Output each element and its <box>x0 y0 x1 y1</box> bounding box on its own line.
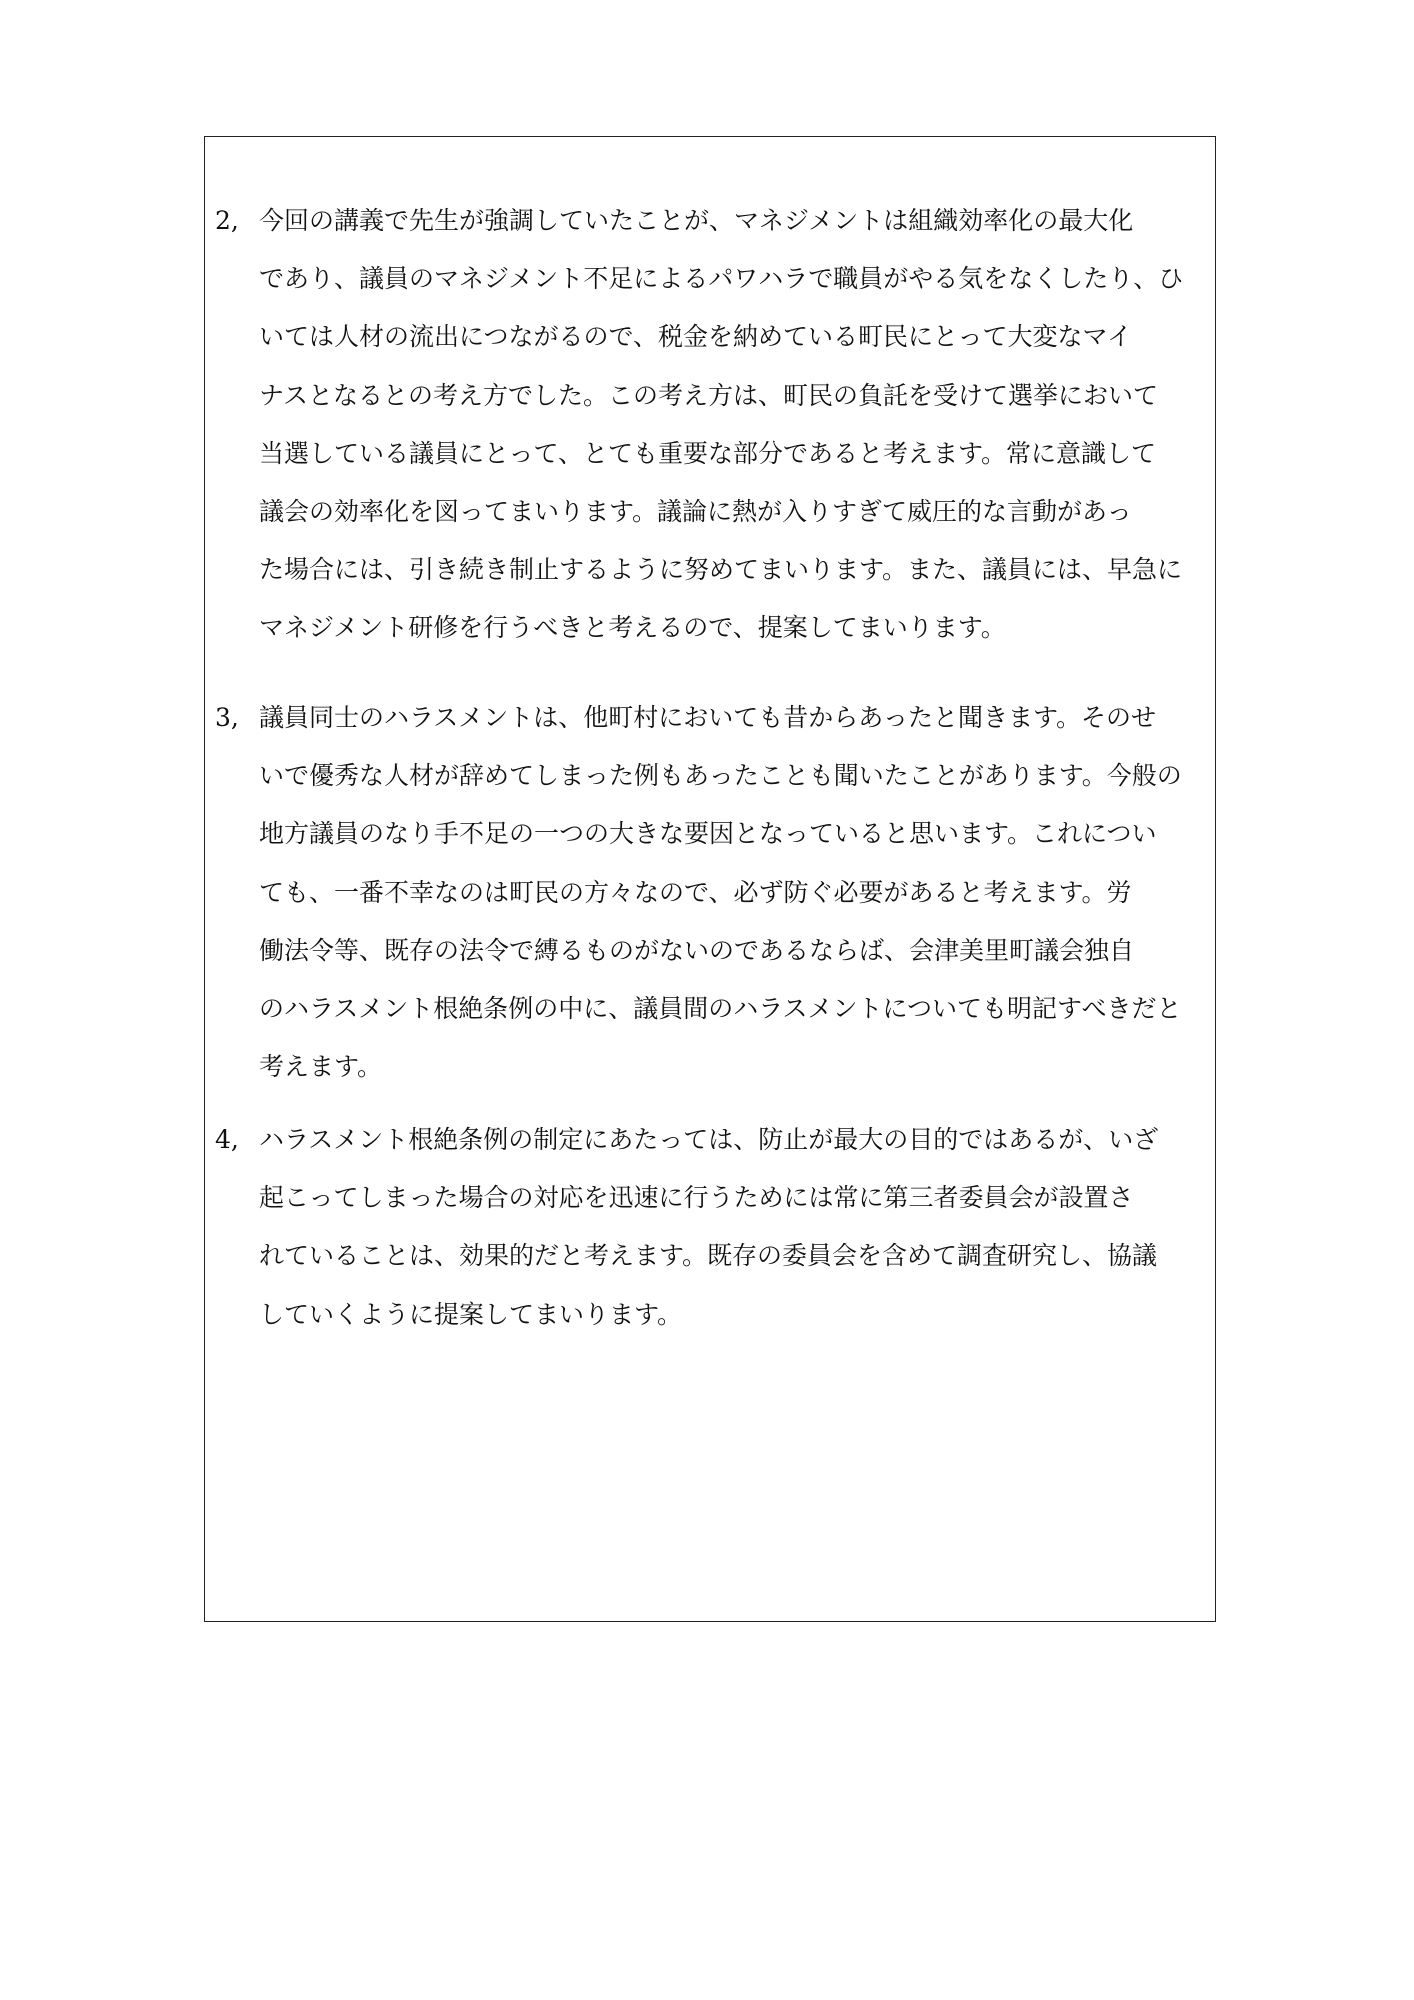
item-line: いては人材の流出につながるので、税金を納めている町民にとって大変なマイ <box>259 322 1133 351</box>
item-line: れていることは、効果的だと考えます。既存の委員会を含めて調査研究し、協議 <box>259 1241 1158 1270</box>
item-line: していくように提案してまいります。 <box>259 1300 683 1329</box>
item-line: 考えます。 <box>259 1052 383 1081</box>
item-number: 3, <box>215 703 239 732</box>
item-line: マネジメント研修を行うべきと考えるので、提案してまいります。 <box>259 613 1006 642</box>
item-line: 起こってしまった場合の対応を迅速に行うためには常に第三者委員会が設置さ <box>259 1183 1134 1212</box>
item-line: のハラスメント根絶条例の中に、議員間のハラスメントについても明記すべきだと <box>259 994 1182 1023</box>
item-line: 当選している議員にとって、とても重要な部分であると考えます。常に意識して <box>259 439 1157 468</box>
item-line: 今回の講義で先生が強調していたことが、マネジメントは組織効率化の最大化 <box>259 206 1134 235</box>
item-number: 4, <box>215 1125 239 1154</box>
item-line: 働法令等、既存の法令で縛るものがないのであるならば、会津美里町議会独自 <box>259 936 1135 965</box>
item-line: た場合には、引き続き制止するように努めてまいります。また、議員には、早急に <box>259 555 1183 584</box>
item-line: 議会の効率化を図ってまいります。議論に熱が入りすぎて威圧的な言動があっ <box>259 497 1132 526</box>
item-line: 議員同士のハラスメントは、他町村においても昔からあったと聞きます。そのせ <box>259 703 1157 732</box>
item-line: ハラスメント根絶条例の制定にあたっては、防止が最大の目的ではあるが、いざ <box>259 1125 1159 1154</box>
item-line: いで優秀な人材が辞めてしまった例もあったことも聞いたことがあります。今般の <box>259 761 1182 790</box>
item-line: 地方議員のなり手不足の一つの大きな要因となっていると思います。これについ <box>259 819 1157 848</box>
item-number: 2, <box>215 206 239 235</box>
item-line: であり、議員のマネジメント不足によるパワハラで職員がやる気をなくしたり、ひ <box>259 264 1184 293</box>
item-line: ナスとなるとの考え方でした。この考え方は、町民の負託を受けて選挙において <box>259 381 1159 410</box>
item-line: ても、一番不幸なのは町民の方々なので、必ず防ぐ必要があると考えます。労 <box>259 878 1132 907</box>
